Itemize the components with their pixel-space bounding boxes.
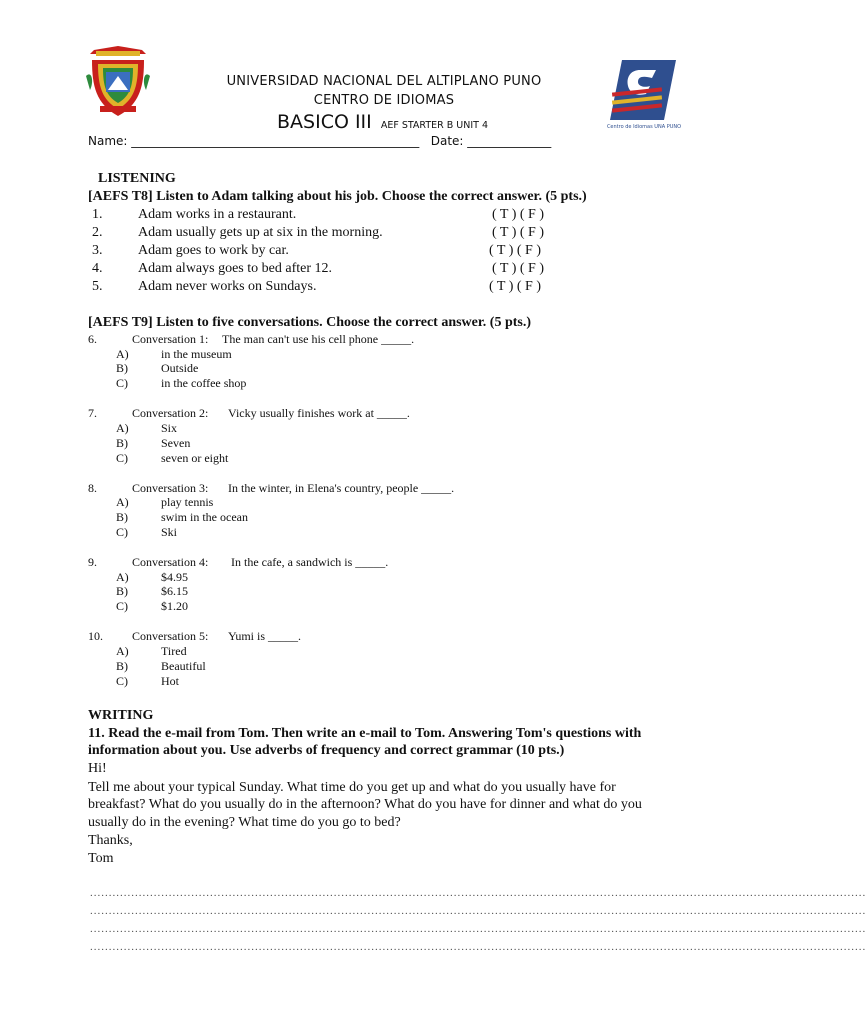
item-number: 3.	[92, 243, 103, 258]
option-letter[interactable]: C)	[116, 674, 128, 688]
writing-instruction-1: 11. Read the e-mail from Tom. Then write an e-mail to Tom. Answering Tom's questions with	[88, 726, 642, 741]
course-name: BASICO III	[277, 111, 372, 133]
answer-line[interactable]: ...............................................................................................................................................................................................................	[90, 887, 866, 899]
option-text[interactable]: $1.20	[161, 599, 188, 613]
question-number: 10.	[88, 629, 103, 643]
true-false-choice[interactable]: ( T ) ( F )	[492, 225, 544, 240]
option-letter[interactable]: C)	[116, 525, 128, 539]
name-label: Name:	[88, 134, 128, 148]
question-number: 6.	[88, 332, 97, 346]
option-text[interactable]: $6.15	[161, 584, 188, 598]
item-statement: Adam goes to work by car.	[138, 243, 289, 258]
email-line: Thanks,	[88, 833, 133, 848]
option-text[interactable]: play tennis	[161, 495, 214, 509]
option-letter[interactable]: A)	[116, 347, 129, 361]
option-letter[interactable]: A)	[116, 570, 129, 584]
option-letter[interactable]: A)	[116, 421, 129, 435]
option-text[interactable]: Six	[161, 421, 178, 435]
question-text: Vicky usually finishes work at _____.	[228, 406, 410, 420]
question-text: The man can't use his cell phone _____.	[222, 332, 415, 346]
answer-line[interactable]: ...............................................................................................................................................................................................................	[90, 923, 866, 935]
writing-heading: WRITING	[88, 708, 154, 723]
writing-instruction-2: information about you. Use adverbs of frequency and correct grammar (10 pts.)	[88, 743, 565, 758]
listening-heading: LISTENING	[98, 171, 176, 186]
question-text: Yumi is _____.	[228, 629, 302, 643]
option-text[interactable]: swim in the ocean	[161, 510, 248, 524]
language-center: CENTRO DE IDIOMAS	[313, 93, 455, 108]
conversation-label: Conversation 1:	[132, 332, 209, 346]
option-letter[interactable]: C)	[116, 599, 128, 613]
item-number: 4.	[92, 261, 103, 276]
option-text[interactable]: in the coffee shop	[161, 376, 247, 390]
option-text[interactable]: in the museum	[161, 347, 232, 361]
question-text: In the winter, in Elena's country, people _____.	[228, 481, 455, 495]
conversation-label: Conversation 5:	[132, 629, 209, 643]
email-line: Hi!	[88, 761, 107, 776]
conversation-label: Conversation 4:	[132, 555, 209, 569]
email-line: Tell me about your typical Sunday. What time do you get up and what do you usually have for	[88, 780, 616, 795]
email-line: breakfast? What do you usually do in the afternoon? What do you have for dinner and what do you	[88, 797, 642, 812]
option-letter[interactable]: B)	[116, 584, 128, 598]
email-line: Tom	[88, 851, 114, 866]
option-text[interactable]: Ski	[161, 525, 178, 539]
date-field[interactable]: ______________	[467, 134, 552, 148]
option-text[interactable]: Hot	[161, 674, 179, 688]
option-letter[interactable]: B)	[116, 361, 128, 375]
option-letter[interactable]: A)	[116, 495, 129, 509]
true-false-choice[interactable]: ( T ) ( F )	[492, 207, 544, 222]
item-number: 5.	[92, 279, 103, 294]
answer-line[interactable]: ...............................................................................................................................................................................................................	[90, 941, 866, 953]
option-text[interactable]: Beautiful	[161, 659, 206, 673]
true-false-choice[interactable]: ( T ) ( F )	[489, 243, 541, 258]
option-text[interactable]: Seven	[161, 436, 191, 450]
true-false-choice[interactable]: ( T ) ( F )	[492, 261, 544, 276]
true-false-choice[interactable]: ( T ) ( F )	[489, 279, 541, 294]
option-letter[interactable]: C)	[116, 376, 128, 390]
item-statement: Adam always goes to bed after 12.	[138, 261, 332, 276]
question-number: 8.	[88, 481, 97, 495]
logo-caption: Centro de Idiomas UNA PUNO	[606, 124, 682, 130]
name-date-line	[88, 134, 551, 148]
item-number: 2.	[92, 225, 103, 240]
unit-label: AEF STARTER B UNIT 4	[380, 120, 489, 131]
conversation-label: Conversation 3:	[132, 481, 209, 495]
option-letter[interactable]: C)	[116, 451, 128, 465]
item-statement: Adam works in a restaurant.	[138, 207, 297, 222]
university-name: UNIVERSIDAD NACIONAL DEL ALTIPLANO PUNO	[226, 74, 542, 89]
option-letter[interactable]: A)	[116, 644, 129, 658]
option-letter[interactable]: B)	[116, 659, 128, 673]
conversation-label: Conversation 2:	[132, 406, 209, 420]
option-text[interactable]: Outside	[161, 361, 199, 375]
question-number: 7.	[88, 406, 97, 420]
question-text: In the cafe, a sandwich is _____.	[231, 555, 389, 569]
item-statement: Adam never works on Sundays.	[138, 279, 317, 294]
item-statement: Adam usually gets up at six in the morning.	[138, 225, 383, 240]
option-text[interactable]: $4.95	[161, 570, 188, 584]
part2-instruction: [AEFS T9] Listen to five conversations. Choose the correct answer. (5 pts.)	[88, 315, 532, 330]
option-text[interactable]: seven or eight	[161, 451, 229, 465]
question-number: 9.	[88, 555, 97, 569]
option-letter[interactable]: B)	[116, 510, 128, 524]
date-label: Date:	[430, 134, 464, 148]
name-field[interactable]: ________________________________________________	[131, 134, 420, 148]
option-text[interactable]: Tired	[161, 644, 187, 658]
item-number: 1.	[92, 207, 103, 222]
email-line: usually do in the evening? What time do you go to bed?	[88, 815, 401, 830]
answer-line[interactable]: ...............................................................................................................................................................................................................	[90, 905, 866, 917]
part1-instruction: [AEFS T8] Listen to Adam talking about his job. Choose the correct answer. (5 pts.)	[88, 189, 587, 204]
course-title	[277, 111, 488, 133]
option-letter[interactable]: B)	[116, 436, 128, 450]
